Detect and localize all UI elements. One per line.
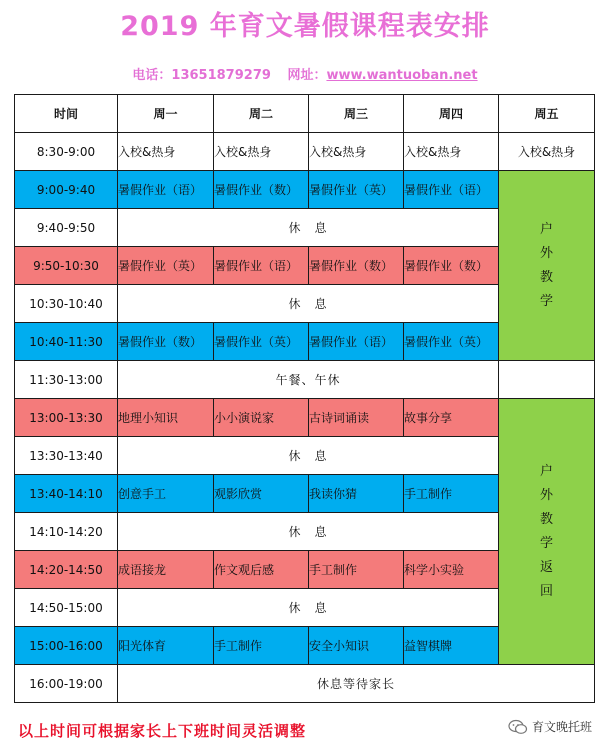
class-cell: 入校&热身 bbox=[499, 133, 595, 171]
class-cell: 入校&热身 bbox=[404, 133, 499, 171]
time-cell: 14:50-15:00 bbox=[15, 589, 118, 627]
class-cell: 暑假作业（语） bbox=[309, 323, 404, 361]
time-cell: 11:30-13:00 bbox=[15, 361, 118, 399]
class-cell: 入校&热身 bbox=[214, 133, 309, 171]
class-cell: 创意手工 bbox=[118, 475, 214, 513]
contact-line bbox=[0, 64, 610, 83]
footer-note: 以上时间可根据家长上下班时间灵活调整 bbox=[18, 722, 307, 740]
break-cell: 休 息 bbox=[118, 437, 499, 475]
time-cell: 8:30-9:00 bbox=[15, 133, 118, 171]
class-cell: 手工制作 bbox=[404, 475, 499, 513]
site-link[interactable]: www.wantuoban.net bbox=[326, 68, 478, 83]
time-cell: 13:00-13:30 bbox=[15, 399, 118, 437]
header-time: 时间 bbox=[15, 95, 118, 133]
time-cell: 9:50-10:30 bbox=[15, 247, 118, 285]
time-cell: 9:00-9:40 bbox=[15, 171, 118, 209]
wechat-icon bbox=[508, 719, 528, 735]
time-cell: 14:20-14:50 bbox=[15, 551, 118, 589]
class-cell: 成语接龙 bbox=[118, 551, 214, 589]
time-cell: 15:00-16:00 bbox=[15, 627, 118, 665]
phone-label: 电话： bbox=[132, 68, 172, 83]
phone-number: 13651879279 bbox=[171, 68, 271, 83]
class-cell: 手工制作 bbox=[309, 551, 404, 589]
class-cell: 古诗词诵读 bbox=[309, 399, 404, 437]
time-cell: 16:00-19:00 bbox=[15, 665, 118, 703]
class-cell: 入校&热身 bbox=[309, 133, 404, 171]
header-thu: 周四 bbox=[404, 95, 499, 133]
break-cell: 休 息 bbox=[118, 209, 499, 247]
class-cell: 手工制作 bbox=[214, 627, 309, 665]
class-cell: 小小演说家 bbox=[214, 399, 309, 437]
friday-empty-cell bbox=[499, 361, 595, 399]
class-cell: 益智棋牌 bbox=[404, 627, 499, 665]
header-row bbox=[15, 95, 595, 133]
time-cell: 14:10-14:20 bbox=[15, 513, 118, 551]
site-label: 网址： bbox=[287, 68, 327, 83]
time-cell: 9:40-9:50 bbox=[15, 209, 118, 247]
time-cell: 13:40-14:10 bbox=[15, 475, 118, 513]
class-cell: 暑假作业（英） bbox=[214, 323, 309, 361]
class-cell: 安全小知识 bbox=[309, 627, 404, 665]
break-cell: 休 息 bbox=[118, 285, 499, 323]
class-cell: 科学小实验 bbox=[404, 551, 499, 589]
class-cell: 暑假作业（英） bbox=[404, 323, 499, 361]
class-cell: 暑假作业（数） bbox=[214, 171, 309, 209]
class-cell: 观影欣赏 bbox=[214, 475, 309, 513]
friday-return-cell bbox=[499, 399, 595, 665]
schedule-table bbox=[14, 94, 595, 703]
friday-return-label: 户外教学返回 bbox=[539, 463, 553, 599]
brand-name: 育文晚托班 bbox=[531, 720, 592, 734]
table-row bbox=[15, 399, 595, 437]
class-cell: 暑假作业（语） bbox=[214, 247, 309, 285]
class-cell: 入校&热身 bbox=[118, 133, 214, 171]
class-cell: 暑假作业（数） bbox=[309, 247, 404, 285]
header-tue: 周二 bbox=[214, 95, 309, 133]
table-row bbox=[15, 361, 595, 399]
class-cell: 暑假作业（语） bbox=[118, 171, 214, 209]
table-row bbox=[15, 171, 595, 209]
class-cell: 暑假作业（数） bbox=[404, 247, 499, 285]
class-cell: 故事分享 bbox=[404, 399, 499, 437]
friday-outdoor-label: 户外教学 bbox=[539, 221, 553, 309]
header-fri: 周五 bbox=[499, 95, 595, 133]
brand-badge bbox=[508, 718, 592, 735]
table-row bbox=[15, 133, 595, 171]
friday-outdoor-cell bbox=[499, 171, 595, 361]
time-cell: 10:40-11:30 bbox=[15, 323, 118, 361]
lunch-cell: 午餐、午休 bbox=[118, 361, 499, 399]
header-mon: 周一 bbox=[118, 95, 214, 133]
page-title: 2019 年育文暑假课程表安排 bbox=[120, 11, 490, 42]
break-cell: 休 息 bbox=[118, 513, 499, 551]
time-cell: 10:30-10:40 bbox=[15, 285, 118, 323]
class-cell: 暑假作业（语） bbox=[404, 171, 499, 209]
class-cell: 作文观后感 bbox=[214, 551, 309, 589]
header-wed: 周三 bbox=[309, 95, 404, 133]
pickup-cell: 休息等待家长 bbox=[118, 665, 595, 703]
class-cell: 阳光体育 bbox=[118, 627, 214, 665]
class-cell: 暑假作业（数） bbox=[118, 323, 214, 361]
class-cell: 暑假作业（英） bbox=[118, 247, 214, 285]
table-row bbox=[15, 665, 595, 703]
class-cell: 暑假作业（英） bbox=[309, 171, 404, 209]
class-cell: 地理小知识 bbox=[118, 399, 214, 437]
time-cell: 13:30-13:40 bbox=[15, 437, 118, 475]
break-cell: 休 息 bbox=[118, 589, 499, 627]
class-cell: 我读你猜 bbox=[309, 475, 404, 513]
